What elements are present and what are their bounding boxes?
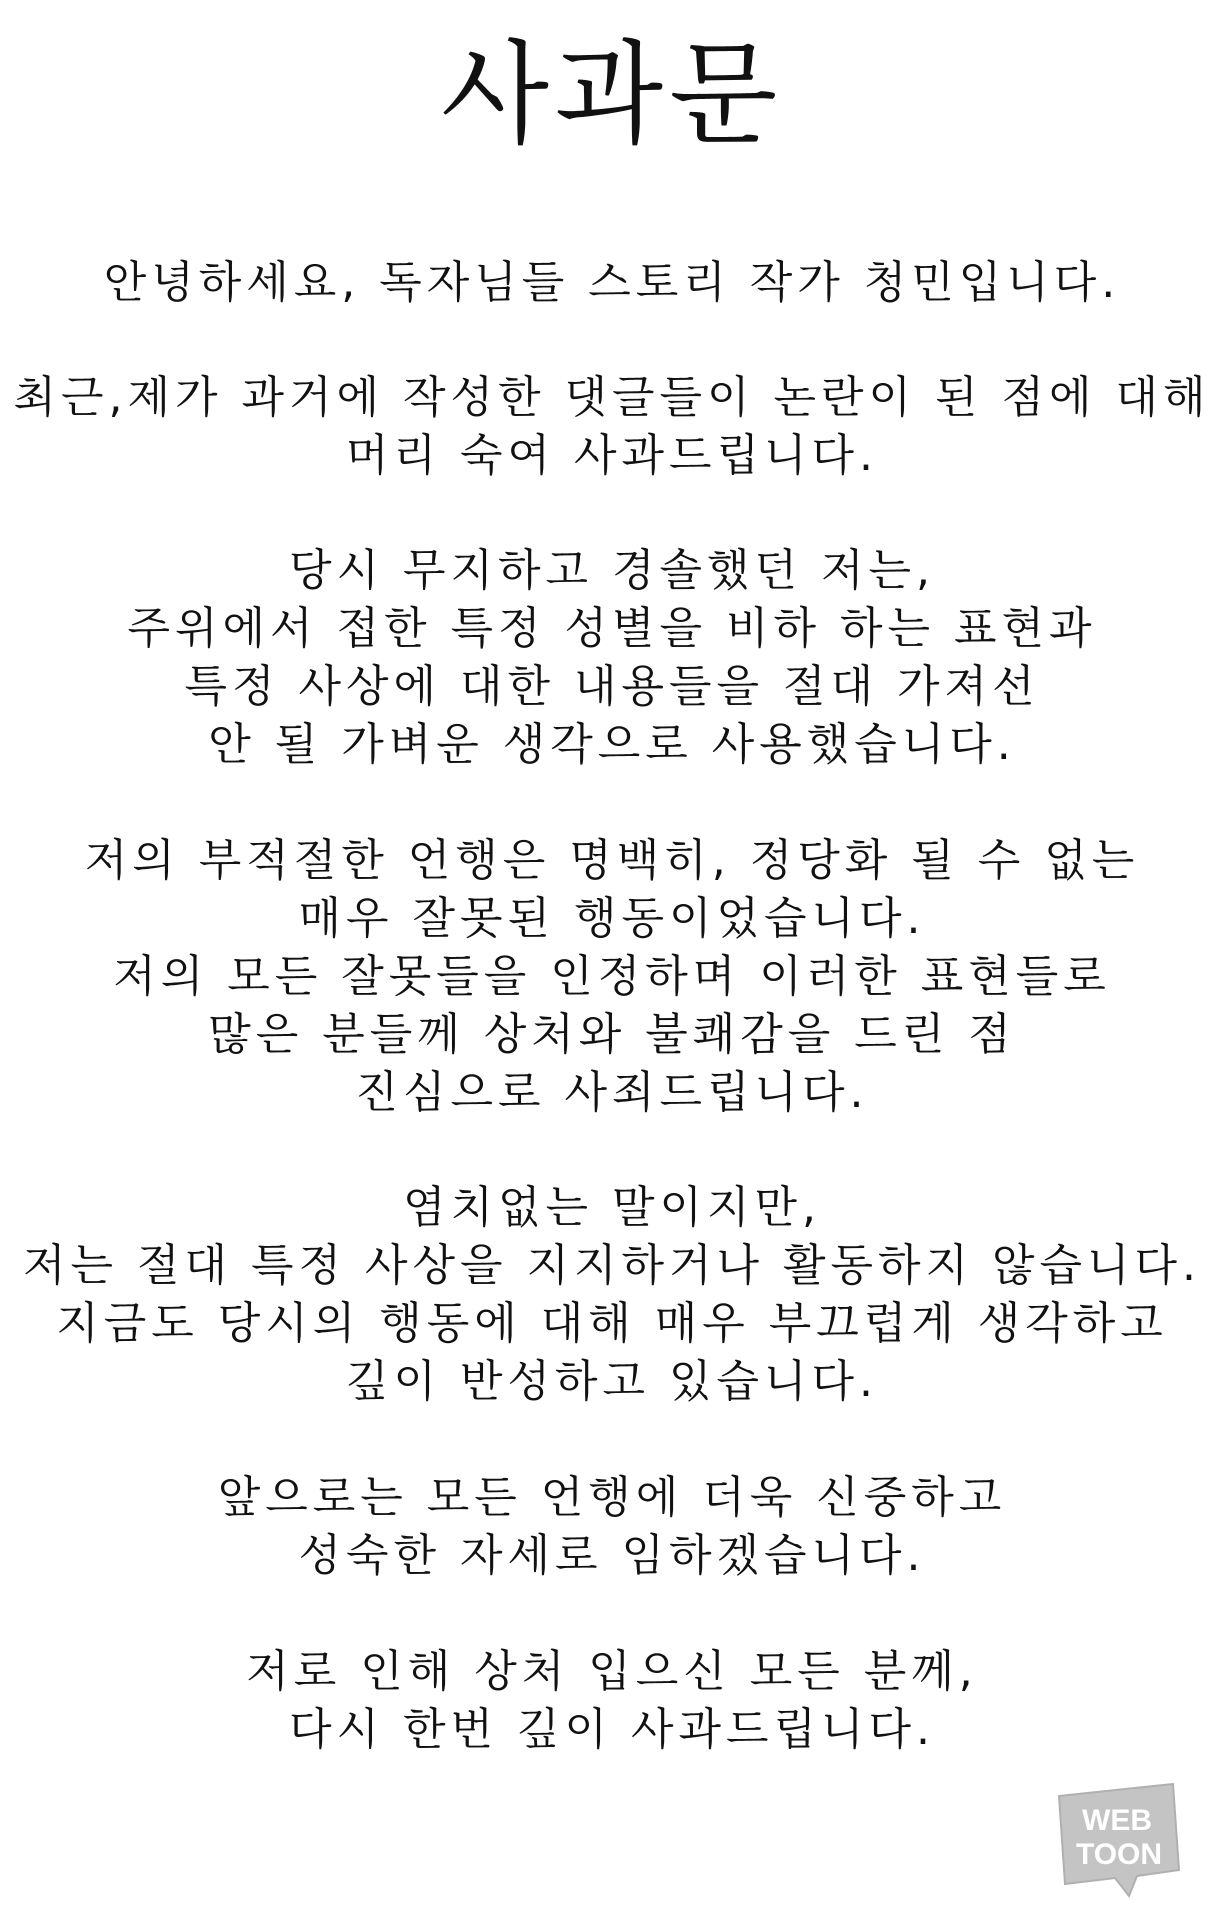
webtoon-logo-icon <box>1045 1778 1185 1903</box>
letter-line: 안녕하세요, 독자님들 스토리 작가 청민입니다. <box>103 257 1121 308</box>
letter-line: 저는 절대 특정 사상을 지지하거나 활동하지 않습니다. <box>23 1240 1201 1291</box>
letter-line: 지금도 당시의 행동에 대해 매우 부끄럽게 생각하고 <box>56 1298 1168 1349</box>
letter-line: 안 될 가벼운 생각으로 사용했습니다. <box>208 719 1016 770</box>
letter-line: 최근,제가 과거에 작성한 댓글들이 논란이 된 점에 대해 <box>13 372 1211 423</box>
logo-text-web: WEB <box>1082 1804 1152 1837</box>
letter-line: 다시 한번 깊이 사과드립니다. <box>289 1704 935 1755</box>
letter-line: 당시 무지하고 경솔했던 저는, <box>289 545 935 596</box>
letter-line: 성숙한 자세로 임하겠습니다. <box>298 1530 926 1581</box>
letter-line: 깊이 반성하고 있습니다. <box>346 1356 878 1407</box>
letter-line: 염치없는 말이지만, <box>402 1182 821 1233</box>
letter-line: 특정 사상에 대한 내용들을 절대 가져선 <box>184 661 1040 712</box>
letter-line: 주위에서 접한 특정 성별을 비하 하는 표현과 <box>127 603 1097 654</box>
letter-line: 저의 모든 잘못들을 인정하며 이러한 표현들로 <box>113 951 1111 1002</box>
letter-line: 저로 인해 상처 입으신 모든 분께, <box>246 1646 978 1697</box>
logo-text-toon: TOON <box>1075 1838 1163 1871</box>
letter-line: 머리 숙여 사과드립니다. <box>346 430 878 481</box>
letter-line: 저의 부적절한 언행은 명백히, 정당화 될 수 없는 <box>84 835 1140 886</box>
letter-line: 앞으로는 모든 언행에 더욱 신중하고 <box>217 1472 1007 1523</box>
letter-line: 매우 잘못된 행동이었습니다. <box>298 893 926 944</box>
page-title: 사과문 <box>440 30 784 160</box>
letter-line: 진심으로 사죄드립니다. <box>355 1067 869 1118</box>
letter-line: 많은 분들께 상처와 불쾌감을 드린 점 <box>208 1009 1016 1060</box>
